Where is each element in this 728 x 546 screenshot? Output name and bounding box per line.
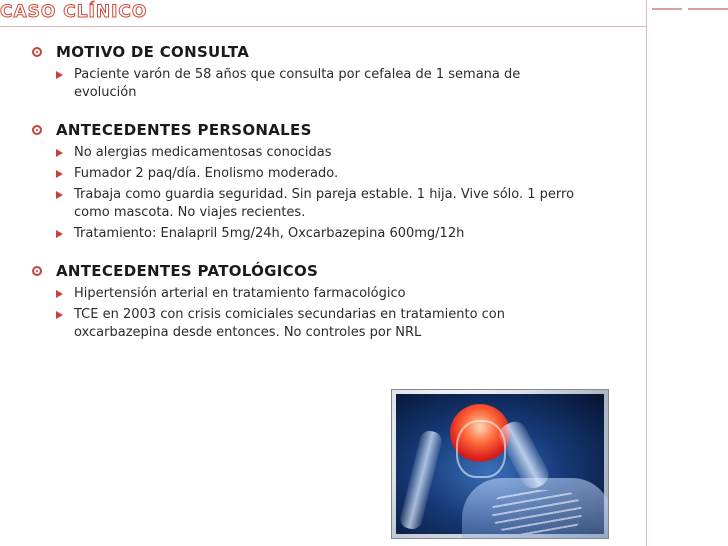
list-item: Tratamiento: Enalapril 5mg/24h, Oxcarbazepina 600mg/12h	[30, 225, 630, 243]
circle-bullet-icon	[32, 125, 42, 135]
title-divider	[0, 26, 646, 27]
slide-title: CASO CLÍNICO	[0, 2, 148, 22]
triangle-bullet-icon	[56, 230, 63, 238]
section-antecedentes-personales	[30, 120, 630, 243]
triangle-bullet-icon	[56, 170, 63, 178]
section-motivo-consulta	[30, 42, 630, 102]
list-item: Fumador 2 paq/día. Enolismo moderado.	[30, 165, 630, 183]
slide-content	[30, 40, 630, 345]
circle-bullet-icon	[32, 47, 42, 57]
triangle-bullet-icon	[56, 311, 63, 319]
triangle-bullet-icon	[56, 149, 63, 157]
circle-bullet-icon	[32, 266, 42, 276]
headache-xray-image	[391, 389, 609, 539]
triangle-bullet-icon	[56, 290, 63, 298]
list-item: Trabaja como guardia seguridad. Sin pareja estable. 1 hija. Vive sólo. 1 perro como mascota. No viajes recientes.	[30, 186, 630, 222]
triangle-bullet-icon	[56, 71, 63, 79]
corner-decoration	[648, 0, 728, 26]
section-heading: MOTIVO DE CONSULTA	[30, 42, 630, 62]
section-antecedentes-patologicos	[30, 261, 630, 342]
triangle-bullet-icon	[56, 191, 63, 199]
vertical-divider	[646, 0, 647, 546]
section-heading: ANTECEDENTES PERSONALES	[30, 120, 630, 140]
list-item: TCE en 2003 con crisis comiciales secundarias en tratamiento con oxcarbazepina desde entonces. No controles por NRL	[30, 306, 630, 342]
section-heading: ANTECEDENTES PATOLÓGICOS	[30, 261, 630, 281]
list-item: Paciente varón de 58 años que consulta por cefalea de 1 semana de evolución	[30, 66, 630, 102]
list-item: Hipertensión arterial en tratamiento farmacológico	[30, 285, 630, 303]
list-item: No alergias medicamentosas conocidas	[30, 144, 630, 162]
